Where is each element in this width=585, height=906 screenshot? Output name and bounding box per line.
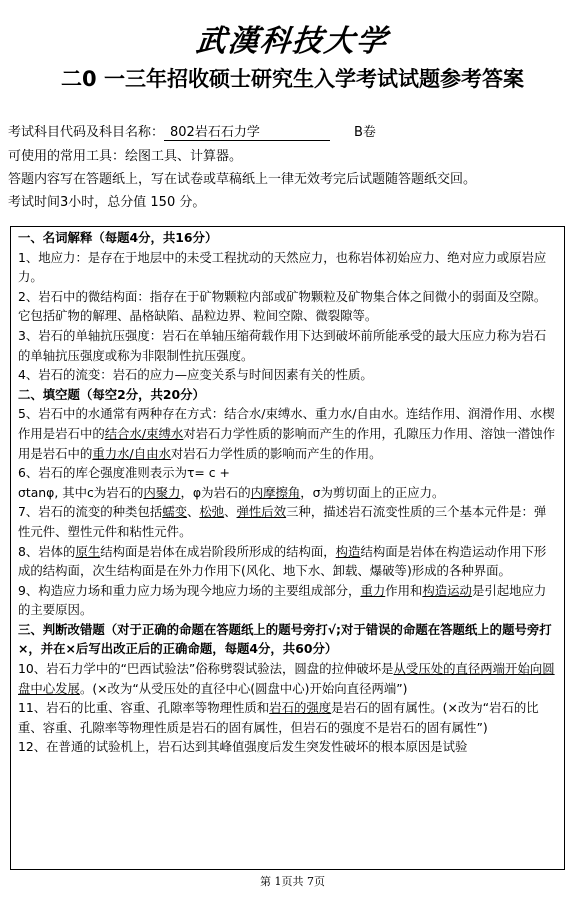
answer-6-line1: 6、岩石的库仑强度准则表示为τ= c +	[18, 465, 230, 481]
answer-box	[10, 226, 565, 870]
page-title: 二0 一三年招收硕士研究生入学考试试题参考答案	[61, 67, 524, 91]
paper-label: B卷	[354, 125, 376, 140]
subject-line	[8, 123, 578, 143]
answer-2: 2、岩石中的微结构面：指存在于矿物颗粒内部或矿物颗粒及矿物集合体之间微小的弱面及空隙。它包括矿物的解理、晶格缺陷、晶粒边界、粒间空隙、微裂隙等。	[18, 288, 547, 324]
answer-4: 4、岩石的流变：岩石的应力—应变关系与时间因素有关的性质。	[18, 367, 373, 383]
answer-8: 8、岩体的原生结构面是岩体在成岩阶段所形成的结构面，构造结构面是岩体在构造运动作用下形成的结构面，次生结构面是在外力作用下(风化、地下水、卸载、爆破等)形成的各种界面。	[18, 543, 547, 579]
answer-11: 11、岩石的比重、容重、孔隙率等物理性质和岩石的强度是岩石的固有属性。(×改为“岩石的比重、容重、孔隙率等物理性质是岩石的固有属性，但岩石的强度不是岩石的固有属性”)	[18, 700, 539, 735]
answer-12: 12、在普通的试验机上，岩石达到其峰值强度后发生突发性破坏的根本原因是试验	[18, 739, 468, 755]
answer-content	[11, 227, 564, 757]
page-number: 第 1页共 7页	[260, 875, 325, 888]
answer-10: 10、岩石力学中的“巴西试验法”俗称劈裂试验法，圆盘的拉伸破坏是从受压处的直径两端开始向圆盘中心发展。(×改为“从受压处的直径中心(圆盘中心)开始向直径两端”)	[18, 661, 555, 696]
tools-line: 可使用的常用工具：绘图工具、计算器。	[8, 149, 243, 164]
answer-5: 5、岩石中的水通常有两种存在方式：结合水/束缚水、重力水/自由水。连结作用、润滑作用、水楔作用是岩石中的结合水/束缚水对岩石力学性质的影响而产生的作用，孔隙压力作用、溶蚀一潜蚀作用是岩石中的重力水/自由水对岩石力学性质的影响而产生的作用。	[18, 406, 555, 461]
time-line: 考试时间3小时，总分值 150 分。	[8, 195, 206, 210]
subject-label: 考试科目代码及科目名称：	[8, 125, 165, 140]
section-3-title: 三、判断改错题（对于正确的命题在答题纸上的题号旁打√;对于错误的命题在答题纸上的题号旁打×，并在×后写出改正后的正确命题，每题4分，共60分）	[18, 621, 552, 657]
answer-6-line2: σtanφ, 其中c为岩石的内聚力，φ为岩石的内摩擦角，σ为剪切面上的正应力。	[18, 484, 445, 500]
answer-7: 7、岩石的流变的种类包括蠕变、松弛、弹性后效三种，描述岩石流变性质的三个基本元件是：弹性元件、塑性元件和粘性元件。	[18, 504, 547, 539]
answer-3: 3、岩石的单轴抗压强度：岩石在单轴压缩荷载作用下达到破坏前所能承受的最大压应力称为岩石的单轴抗压强度或称为非限制性抗压强度。	[18, 327, 547, 363]
answer-9: 9、构造应力场和重力应力场为现今地应力场的主要组成部分，重力作用和构造运动是引起地应力的主要原因。	[18, 582, 547, 618]
section-2-title: 二、填空题（每空2分，共20分）	[18, 386, 205, 402]
subject-value: 802岩石石力学	[164, 125, 330, 141]
university-logo: 武漢科技大学	[194, 24, 390, 59]
answer-rule-line: 答题内容写在答题纸上，写在试卷或草稿纸上一律无效考完后试题随答题纸交回。	[8, 172, 477, 187]
answer-1: 1、地应力：是存在于地层中的未受工程扰动的天然应力，也称岩体初始应力、绝对应力或原岩应力。	[18, 249, 547, 285]
section-1-title: 一、名词解释（每题4分，共16分）	[18, 230, 218, 245]
